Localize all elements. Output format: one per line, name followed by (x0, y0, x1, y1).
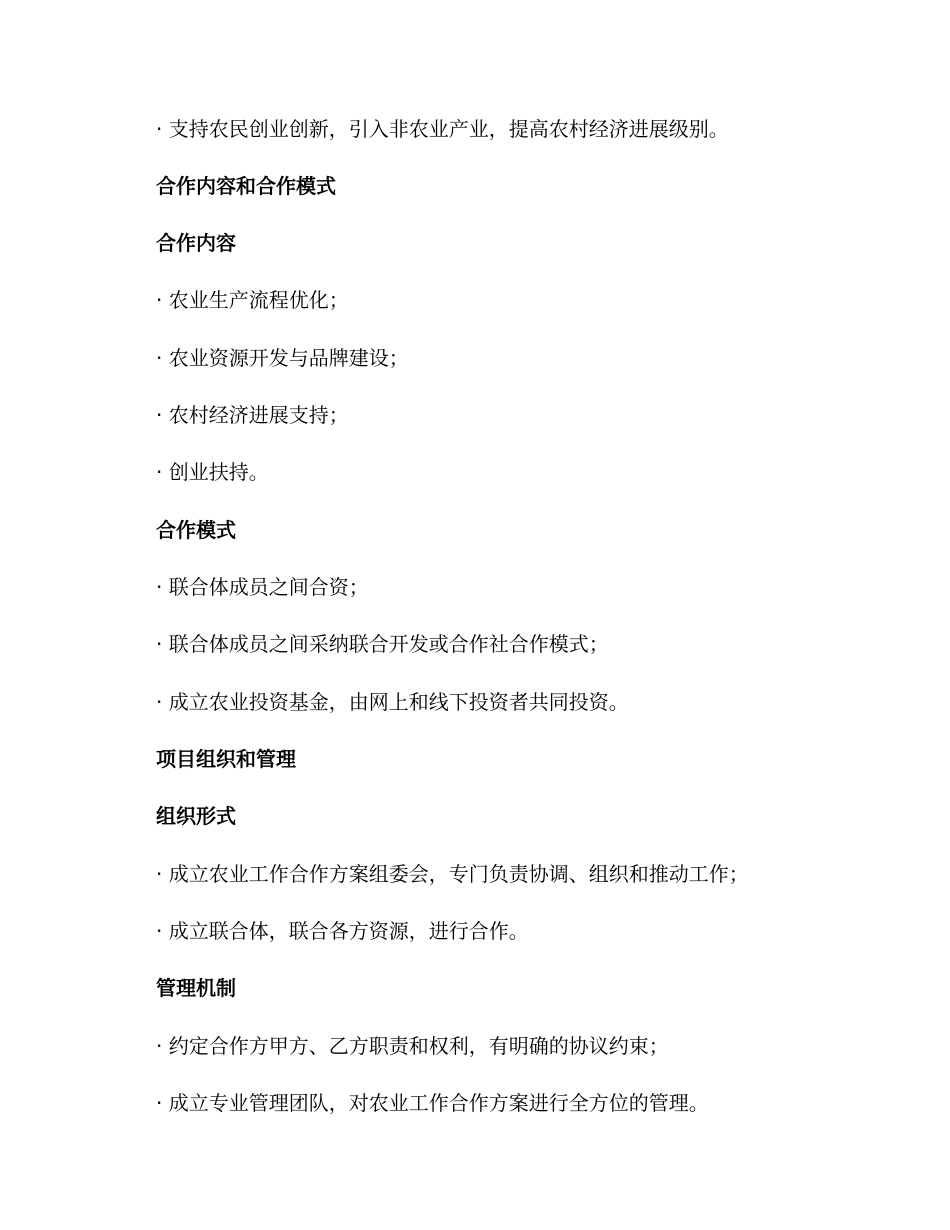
bullet-line: · 创业扶持。 (156, 460, 269, 484)
bullet-line: · 农业生产流程优化； (156, 288, 349, 312)
bullet-line: · 农村经济进展支持； (156, 403, 349, 427)
bullet-line: · 成立农业工作合作方案组委会，专门负责协调、组织和推动工作； (156, 862, 749, 886)
subsection-heading: 组织形式 (156, 804, 236, 828)
subsection-heading: 管理机制 (156, 976, 236, 1000)
section-heading: 项目组织和管理 (156, 747, 296, 771)
bullet-line: · 支持农民创业创新，引入非农业产业，提高农村经济进展级别。 (156, 117, 729, 141)
bullet-line: · 成立农业投资基金，由网上和线下投资者共同投资。 (156, 690, 629, 714)
subsection-heading: 合作模式 (156, 518, 236, 542)
bullet-line: · 联合体成员之间采纳联合开发或合作社合作模式； (156, 632, 609, 656)
bullet-line: · 成立专业管理团队，对农业工作合作方案进行全方位的管理。 (156, 1091, 709, 1115)
bullet-line: · 农业资源开发与品牌建设； (156, 346, 409, 370)
bullet-line: · 成立联合体，联合各方资源，进行合作。 (156, 919, 529, 943)
section-heading: 合作内容和合作模式 (156, 174, 336, 198)
subsection-heading: 合作内容 (156, 231, 236, 255)
bullet-line: · 联合体成员之间合资； (156, 575, 369, 599)
bullet-line: · 约定合作方甲方、乙方职责和权利，有明确的协议约束； (156, 1034, 669, 1058)
